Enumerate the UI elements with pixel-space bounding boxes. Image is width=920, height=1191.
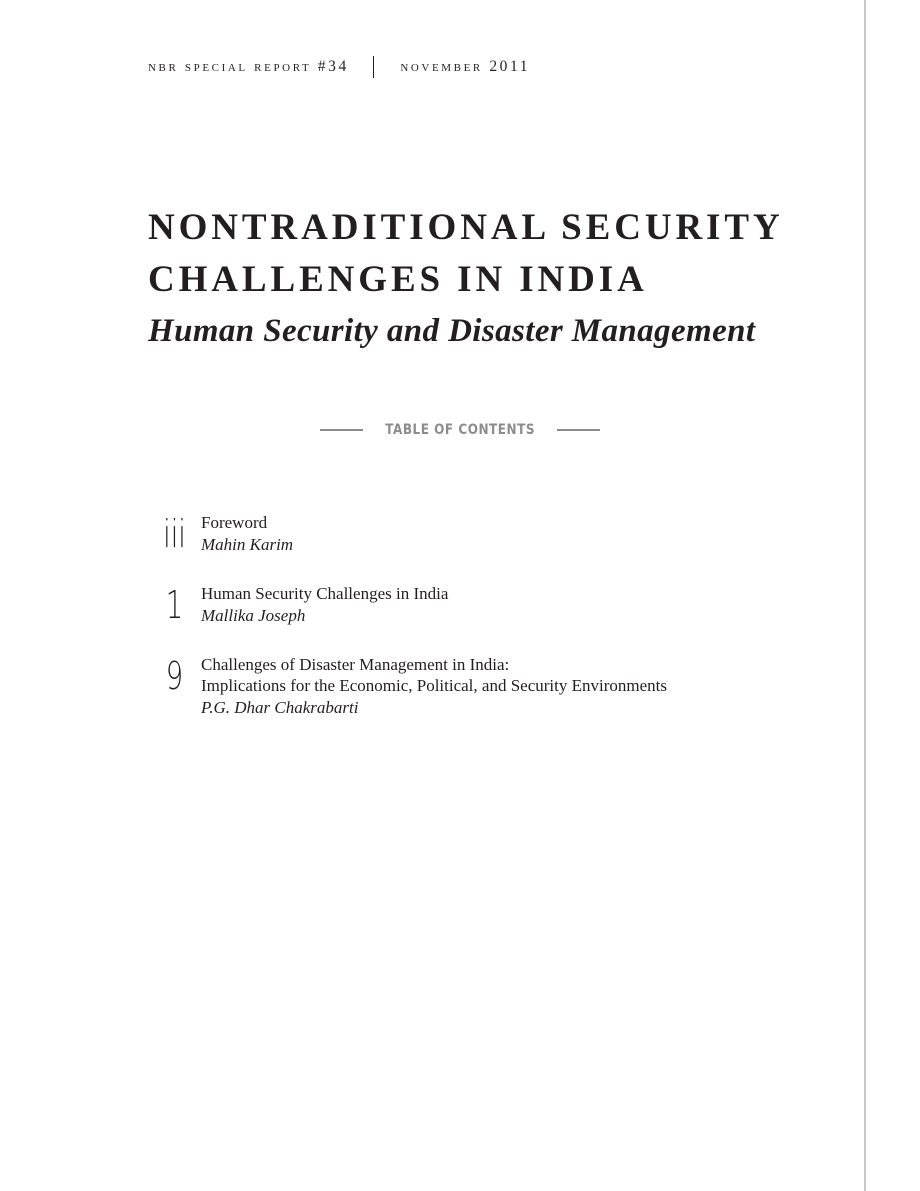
report-title-line-2: CHALLENGES IN INDIA: [148, 259, 648, 300]
toc-entry-text: [201, 583, 448, 626]
toc-heading: [0, 416, 920, 444]
toc-heading-right-rule: [557, 429, 600, 431]
toc-heading-label: TABLE OF CONTENTS: [385, 422, 535, 438]
toc-entry-human-security[interactable]: [148, 583, 848, 626]
report-title: [148, 202, 848, 306]
toc-page-number: iii: [163, 512, 186, 556]
report-date: november 2011: [400, 58, 531, 75]
header-separator: [373, 56, 375, 78]
toc-entry-title[interactable]: Human Security Challenges in India: [201, 584, 449, 603]
table-of-contents: [148, 512, 848, 746]
toc-page-number: 1: [165, 583, 184, 627]
report-series: nbr special report #34: [148, 58, 349, 75]
toc-entry-title[interactable]: Foreword: [201, 513, 268, 532]
toc-page-number: 9: [165, 654, 184, 698]
report-title-line-1: NONTRADITIONAL SECURITY: [148, 207, 784, 248]
toc-entry-author: P.G. Dhar Chakrabarti: [201, 698, 359, 717]
toc-entry-author: Mallika Joseph: [201, 606, 306, 625]
toc-entry-text: [201, 512, 293, 555]
toc-entry-title-continued[interactable]: Implications for the Economic, Political, and Security Environments: [201, 676, 667, 695]
toc-entry-disaster-management[interactable]: [148, 654, 848, 718]
toc-entry-foreword[interactable]: [148, 512, 848, 555]
page-edge-rule: [864, 0, 866, 1191]
toc-entry-author: Mahin Karim: [201, 535, 294, 554]
report-header: [148, 54, 530, 80]
toc-entry-text: [201, 654, 667, 718]
report-subtitle: Human Security and Disaster Management: [148, 313, 756, 349]
toc-entry-title[interactable]: Challenges of Disaster Management in India:: [201, 655, 510, 674]
toc-heading-left-rule: [320, 429, 363, 431]
